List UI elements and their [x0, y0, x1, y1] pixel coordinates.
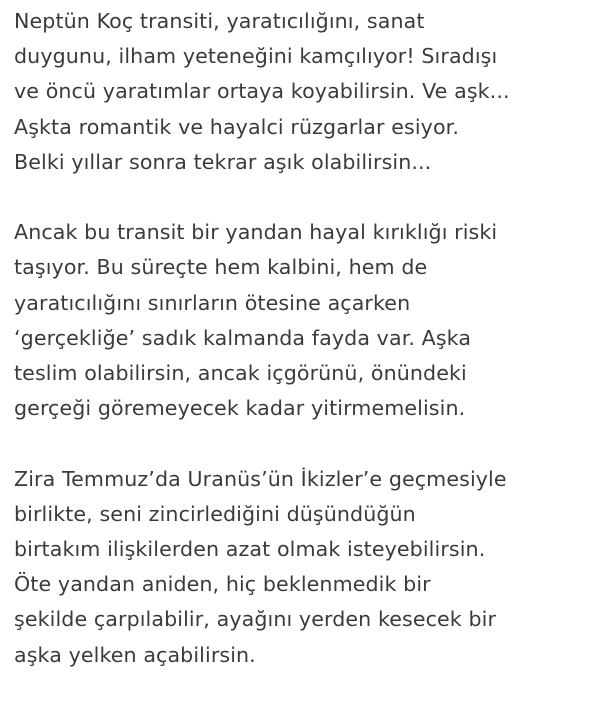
text-line: Öte yandan aniden, hiç beklenmedik bir: [14, 572, 431, 597]
text-line: taşıyor. Bu süreçte hem kalbini, hem de: [14, 255, 428, 280]
text-line: Aşkta romantik ve hayalci rüzgarlar esiyor.: [14, 114, 459, 139]
text-line: Belki yıllar sonra tekrar aşık olabilirsin...: [14, 149, 432, 174]
text-line: yaratıcılığını sınırların ötesine açarken: [14, 290, 411, 315]
text-line: Zira Temmuz’da Uranüs’ün İkizler’e geçmesiyle: [14, 466, 507, 491]
text-line: teslim olabilirsin, ancak içgörünü, önündeki: [14, 361, 467, 386]
text-line: Ancak bu transit bir yandan hayal kırıklığı riski: [14, 220, 498, 245]
text-line: gerçeği göremeyecek kadar yitirmemelisin.: [14, 396, 466, 421]
paragraph-neptune-aries: [14, 4, 586, 180]
text-line: ‘gerçekliğe’ sadık kalmanda fayda var. Aşka: [14, 325, 472, 350]
text-line: duygunu, ilham yeteneğini kamçılıyor! Sıradışı: [14, 44, 498, 69]
text-line: birtakım ilişkilerden azat olmak isteyebilirsin.: [14, 537, 486, 562]
text-line: Neptün Koç transiti, yaratıcılığını, sanat: [14, 9, 425, 33]
text-line: birlikte, seni zincirlediğini düşündüğün: [14, 501, 416, 526]
text-line: ve öncü yaratımlar ortaya koyabilirsin. Ve aşk...: [14, 79, 510, 104]
paragraph-uranus-gemini: [14, 462, 586, 673]
text-line: şekilde çarpılabilir, ayağını yerden kesecek bir: [14, 607, 497, 632]
text-line: aşka yelken açabilirsin.: [14, 642, 256, 667]
paragraph-disappointment-risk: [14, 215, 586, 426]
